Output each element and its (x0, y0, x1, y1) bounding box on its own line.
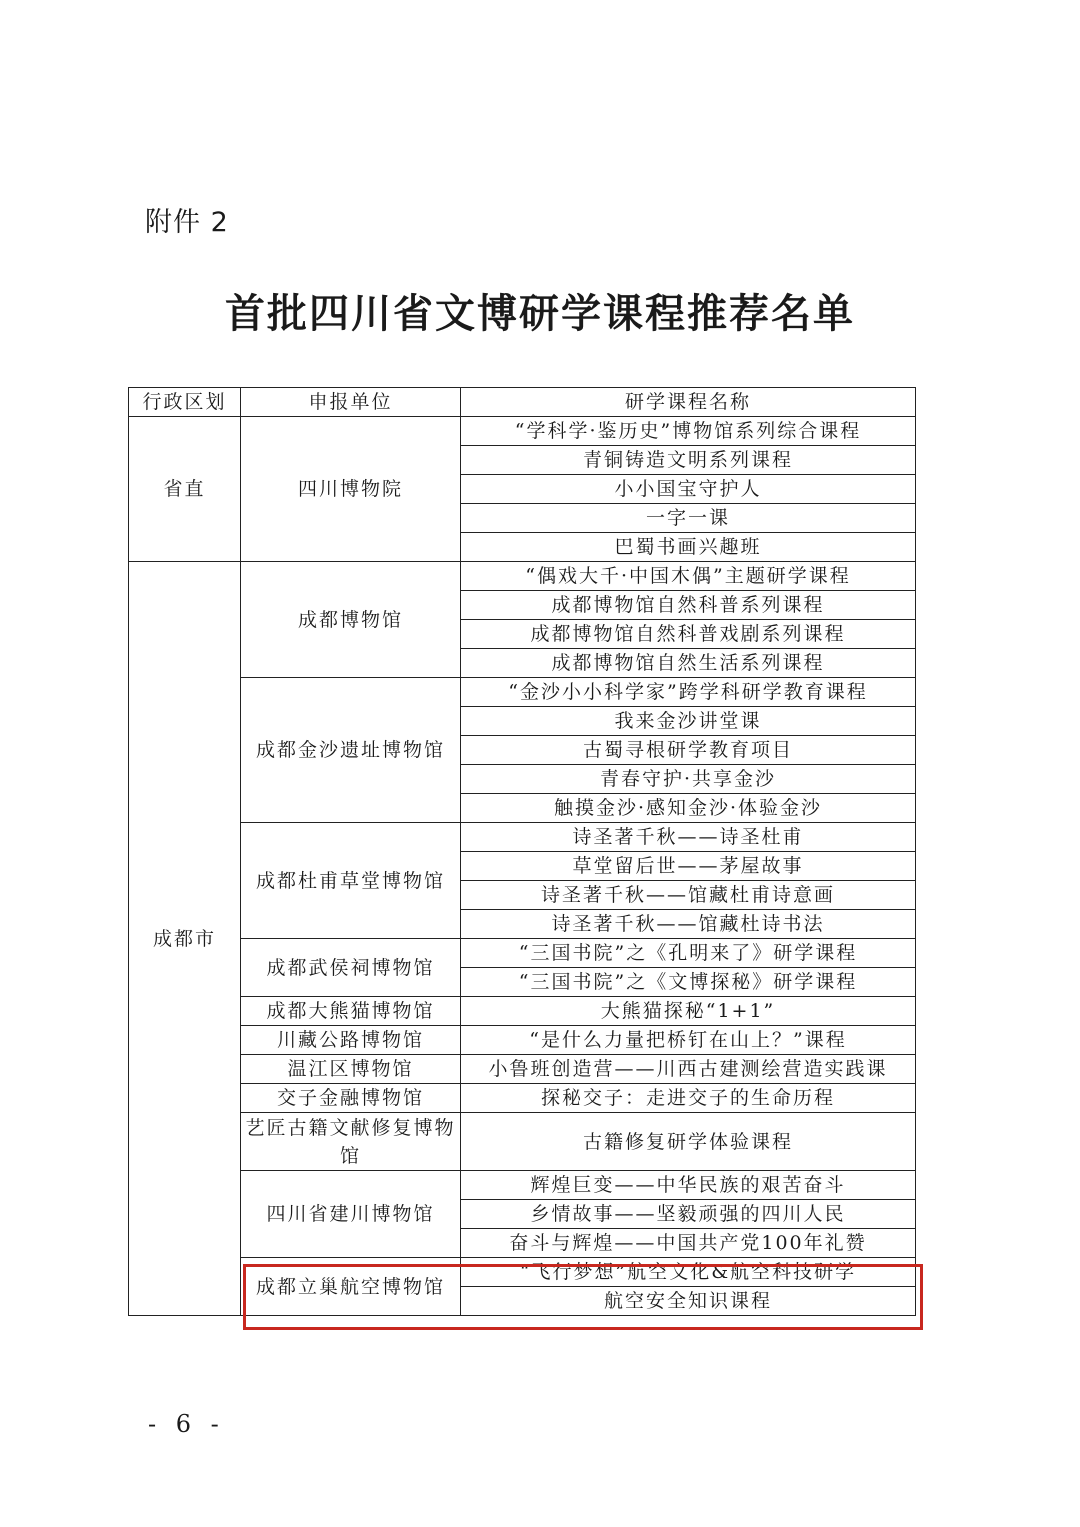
course-cell: “金沙小小科学家”跨学科研学教育课程 (461, 678, 916, 707)
table-row (129, 1026, 916, 1055)
course-cell: 我来金沙讲堂课 (461, 707, 916, 736)
table-row (129, 823, 916, 852)
course-cell: 成都博物馆自然科普系列课程 (461, 591, 916, 620)
course-cell: 大熊猫探秘“1+1” (461, 997, 916, 1026)
course-cell: 乡情故事——坚毅顽强的四川人民 (461, 1200, 916, 1229)
unit-cell: 成都大熊猫博物馆 (241, 997, 461, 1026)
recommendation-table (128, 387, 916, 1316)
course-cell: 草堂留后世——茅屋故事 (461, 852, 916, 881)
course-cell: 一字一课 (461, 504, 916, 533)
course-cell: 触摸金沙·感知金沙·体验金沙 (461, 794, 916, 823)
course-cell: “偶戏大千·中国木偶”主题研学课程 (461, 562, 916, 591)
course-cell: 奋斗与辉煌——中国共产党100年礼赞 (461, 1229, 916, 1258)
course-cell: 诗圣著千秋——馆藏杜甫诗意画 (461, 881, 916, 910)
course-cell: 诗圣著千秋——诗圣杜甫 (461, 823, 916, 852)
table-row (129, 1113, 916, 1171)
course-cell: 古籍修复研学体验课程 (461, 1113, 916, 1171)
course-cell: “是什么力量把桥钉在山上？”课程 (461, 1026, 916, 1055)
course-cell: 青春守护·共享金沙 (461, 765, 916, 794)
header-region: 行政区划 (129, 388, 241, 417)
document-title: 首批四川省文博研学课程推荐名单 (225, 291, 855, 337)
course-cell: “三国书院”之《孔明来了》研学课程 (461, 939, 916, 968)
table-row (129, 1171, 916, 1200)
page-number: - 6 - (148, 1410, 225, 1438)
table-row (129, 939, 916, 968)
course-cell: 青铜铸造文明系列课程 (461, 446, 916, 475)
unit-cell: 温江区博物馆 (241, 1055, 461, 1084)
header-unit: 申报单位 (241, 388, 461, 417)
table-row (129, 678, 916, 707)
course-cell: 成都博物馆自然科普戏剧系列课程 (461, 620, 916, 649)
course-cell: “学科学·鉴历史”博物馆系列综合课程 (461, 417, 916, 446)
unit-cell: 交子金融博物馆 (241, 1084, 461, 1113)
course-cell: “三国书院”之《文博探秘》研学课程 (461, 968, 916, 997)
course-cell: 小小国宝守护人 (461, 475, 916, 504)
table-row (129, 997, 916, 1026)
attachment-label: 附件 2 (145, 207, 229, 238)
course-cell: 探秘交子：走进交子的生命历程 (461, 1084, 916, 1113)
unit-cell: 成都立巢航空博物馆 (241, 1258, 461, 1316)
unit-cell: 成都金沙遗址博物馆 (241, 678, 461, 823)
course-cell: 巴蜀书画兴趣班 (461, 533, 916, 562)
region-cell: 成都市 (129, 562, 241, 1316)
table-body (129, 417, 916, 1316)
unit-cell: 成都武侯祠博物馆 (241, 939, 461, 997)
table-row (129, 1055, 916, 1084)
table-row (129, 417, 916, 446)
table-header-row (129, 388, 916, 417)
course-cell: 诗圣著千秋——馆藏杜诗书法 (461, 910, 916, 939)
unit-cell: 四川博物院 (241, 417, 461, 562)
course-cell: 古蜀寻根研学教育项目 (461, 736, 916, 765)
header-course: 研学课程名称 (461, 388, 916, 417)
course-cell: 辉煌巨变——中华民族的艰苦奋斗 (461, 1171, 916, 1200)
table-row (129, 1084, 916, 1113)
course-cell: 航空安全知识课程 (461, 1287, 916, 1316)
course-cell: “飞行梦想”航空文化&航空科技研学 (461, 1258, 916, 1287)
course-cell: 成都博物馆自然生活系列课程 (461, 649, 916, 678)
table-row (129, 562, 916, 591)
unit-cell: 四川省建川博物馆 (241, 1171, 461, 1258)
highlight-box (243, 1264, 923, 1330)
unit-cell: 艺匠古籍文献修复博物馆 (241, 1113, 461, 1171)
course-cell: 小鲁班创造营——川西古建测绘营造实践课 (461, 1055, 916, 1084)
unit-cell: 川藏公路博物馆 (241, 1026, 461, 1055)
unit-cell: 成都杜甫草堂博物馆 (241, 823, 461, 939)
region-cell: 省直 (129, 417, 241, 562)
unit-cell: 成都博物馆 (241, 562, 461, 678)
